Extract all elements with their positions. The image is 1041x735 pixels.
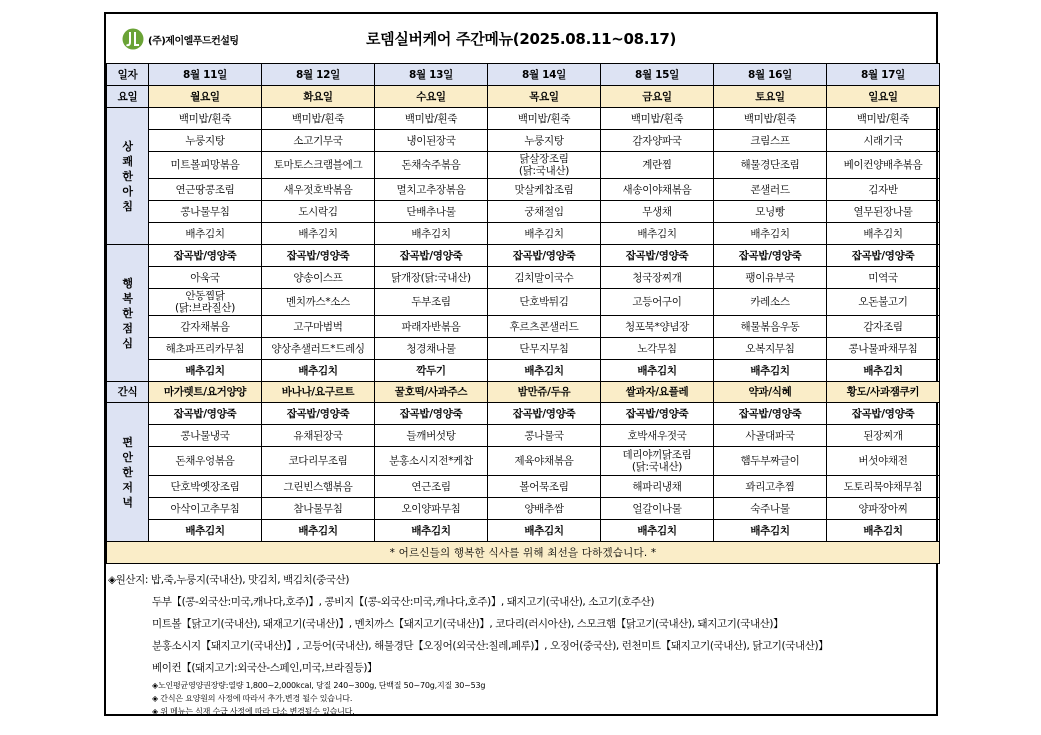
lunch-dish: 오돈불고기 [827,289,940,316]
dinner-dish: 잡곡밥/영양죽 [601,403,714,425]
dinner-dish: 얼갈이나물 [601,498,714,520]
lunch-dish: 고구마범벅 [262,316,375,338]
breakfast-dish: 백미밥/흰죽 [149,108,262,130]
lunch-dish: 해물볶음우동 [714,316,827,338]
dinner-dish: 해파리냉채 [601,476,714,498]
breakfast-dish: 냉이된장국 [375,130,488,152]
breakfast-dish: 배추김치 [714,223,827,245]
lunch-dish: 아욱국 [149,267,262,289]
dinner-dish: 잡곡밥/영양죽 [375,403,488,425]
snack-cell: 마가렛트/요거양양 [149,382,262,403]
breakfast-dish: 해물경단조림 [714,152,827,179]
breakfast-dish: 돈채숙주볶음 [375,152,488,179]
origin-line: ◈원산지: 밥,죽,누룽지(국내산), 맛김치, 백김치(중국산) [108,574,350,586]
weekly-menu-table [106,63,940,564]
lunch-dish: 배추김치 [488,360,601,382]
lunch-dish: 안동찜닭 (닭:브라질산) [149,289,262,316]
lunch-dish: 배추김치 [714,360,827,382]
breakfast-dish: 소고기무국 [262,130,375,152]
menu-sheet [104,12,938,716]
dinner-dish: 들깨버섯탕 [375,425,488,447]
lunch-dish: 감자채볶음 [149,316,262,338]
dinner-dish: 배추김치 [262,520,375,542]
breakfast-dish: 궁채절임 [488,201,601,223]
date-cell: 8월 15일 [601,64,714,86]
breakfast-dish: 베이컨양배추볶음 [827,152,940,179]
dinner-dish: 도토리묵야채무침 [827,476,940,498]
breakfast-dish: 백미밥/흰죽 [488,108,601,130]
lunch-dish: 김치말이국수 [488,267,601,289]
lunch-dish: 양송이스프 [262,267,375,289]
dinner-dish: 유채된장국 [262,425,375,447]
lunch-dish: 고등어구이 [601,289,714,316]
breakfast-dish: 백미밥/흰죽 [714,108,827,130]
lunch-dish: 오복지무침 [714,338,827,360]
dinner-dish: 배추김치 [488,520,601,542]
dinner-dish: 그린빈스햄볶음 [262,476,375,498]
dinner-dish: 버섯야채전 [827,447,940,476]
date-cell: 8월 17일 [827,64,940,86]
breakfast-dish: 콘샐러드 [714,179,827,201]
lunch-dish: 단호박튀김 [488,289,601,316]
breakfast-dish: 백미밥/흰죽 [375,108,488,130]
origin-line: 분홍소시지【돼지고기(국내산)】, 고등어(국내산), 해물경단【오징어(외국산:칠레,페루)】, 오징어(중국산), 런천미트【돼지고기(국내산), 닭고기(국내산)】 [152,640,829,652]
breakfast-dish: 열무된장나물 [827,201,940,223]
dinner-dish: 아삭이고추무침 [149,498,262,520]
lunch-dish: 잡곡밥/영양죽 [375,245,488,267]
note-line: ◈ 간식은 요양원의 사정에 따라서 추가,변경 될수 있습니다. [152,694,353,703]
breakfast-dish: 콩나물무침 [149,201,262,223]
dinner-dish: 양파장아찌 [827,498,940,520]
breakfast-dish: 멸치고추장볶음 [375,179,488,201]
weekday-cell: 토요일 [714,86,827,108]
date-cell: 8월 13일 [375,64,488,86]
dinner-dish: 단호박옛장조림 [149,476,262,498]
breakfast-dish: 누룽지탕 [149,130,262,152]
logo-text: (주)제이엘푸드컨설팅 [148,35,239,47]
snack-cell: 밤만쥬/두유 [488,382,601,403]
breakfast-label: 상 쾌 한 아 침 [107,108,149,245]
snack-cell: 바나나/요구르트 [262,382,375,403]
dinner-dish: 숙주나물 [714,498,827,520]
lunch-dish: 잡곡밥/영양죽 [827,245,940,267]
lunch-dish: 노각무침 [601,338,714,360]
lunch-dish: 배추김치 [149,360,262,382]
breakfast-dish: 백미밥/흰죽 [262,108,375,130]
dinner-dish: 돈채우엉볶음 [149,447,262,476]
breakfast-dish: 배추김치 [827,223,940,245]
breakfast-dish: 감자양파국 [601,130,714,152]
breakfast-dish: 백미밥/흰죽 [827,108,940,130]
snack-label: 간식 [107,382,149,403]
dinner-dish: 배추김치 [601,520,714,542]
page-title: 로뎀실버케어 주간메뉴(2025.08.11~08.17) [365,30,677,48]
lunch-dish: 잡곡밥/영양죽 [601,245,714,267]
dinner-dish: 잡곡밥/영양죽 [827,403,940,425]
lunch-dish: 배추김치 [827,360,940,382]
breakfast-dish: 맛살케찹조림 [488,179,601,201]
dinner-dish: 코다리무조림 [262,447,375,476]
dinner-dish: 잡곡밥/영양죽 [714,403,827,425]
dinner-dish: 잡곡밥/영양죽 [262,403,375,425]
date-cell: 8월 12일 [262,64,375,86]
lunch-dish: 양상추샐러드*드레싱 [262,338,375,360]
snack-cell: 황도/사과잼쿠키 [827,382,940,403]
origin-line: 베이컨【(돼지고기:외국산-스페인,미국,브라질등)】 [152,662,378,674]
weekday-cell: 목요일 [488,86,601,108]
date-cell: 8월 14일 [488,64,601,86]
lunch-dish: 해초파프리카무침 [149,338,262,360]
lunch-dish: 파래자반볶음 [375,316,488,338]
dinner-label: 편 안 한 저 녁 [107,403,149,542]
breakfast-dish: 새송이야채볶음 [601,179,714,201]
breakfast-dish: 배추김치 [488,223,601,245]
lunch-dish: 멘치까스*소스 [262,289,375,316]
weekday-cell: 금요일 [601,86,714,108]
breakfast-dish: 김자반 [827,179,940,201]
dinner-dish: 꽈리고추찜 [714,476,827,498]
lunch-dish: 닭개장(닭:국내산) [375,267,488,289]
dinner-dish: 데리야끼닭조림 (닭:국내산) [601,447,714,476]
snack-cell: 꿀호떡/사과주스 [375,382,488,403]
weekday-cell: 수요일 [375,86,488,108]
dinner-dish: 오이양파무침 [375,498,488,520]
breakfast-dish: 배추김치 [375,223,488,245]
snack-cell: 쌀과자/요플레 [601,382,714,403]
dinner-dish: 배추김치 [375,520,488,542]
lunch-dish: 잡곡밥/영양죽 [262,245,375,267]
breakfast-dish: 단배추나물 [375,201,488,223]
breakfast-dish: 크림스프 [714,130,827,152]
weekday-label: 요일 [107,86,149,108]
lunch-dish: 청국장찌개 [601,267,714,289]
breakfast-dish: 닭살장조림 (닭:국내산) [488,152,601,179]
dinner-dish: 콩나물국 [488,425,601,447]
header [106,14,936,64]
lunch-dish: 깍두기 [375,360,488,382]
lunch-dish: 후르츠콘샐러드 [488,316,601,338]
breakfast-dish: 모닝빵 [714,201,827,223]
breakfast-dish: 토마토스크램블에그 [262,152,375,179]
breakfast-dish: 누룽지탕 [488,130,601,152]
dinner-dish: 된장찌개 [827,425,940,447]
breakfast-dish: 계란찜 [601,152,714,179]
dinner-dish: 잡곡밥/영양죽 [149,403,262,425]
lunch-dish: 두부조림 [375,289,488,316]
lunch-dish: 배추김치 [262,360,375,382]
origin-line: 두부【(콩-외국산:미국,캐나다,호주)】, 콩비지【(콩-외국산:미국,캐나다,호주)】, 돼지고기(국내산), 소고기(호주산) [152,596,655,608]
breakfast-dish: 배추김치 [601,223,714,245]
dinner-dish: 호박새우젓국 [601,425,714,447]
dinner-dish: 참나물무침 [262,498,375,520]
breakfast-dish: 연근땅콩조림 [149,179,262,201]
lunch-dish: 청경채나물 [375,338,488,360]
dinner-dish: 배추김치 [714,520,827,542]
breakfast-dish: 미트볼피망볶음 [149,152,262,179]
lunch-dish: 청포묵*양념장 [601,316,714,338]
lunch-label: 행 복 한 점 심 [107,245,149,382]
dinner-dish: 연근조림 [375,476,488,498]
note-line: ◈노인평균영양권장량:열량 1,800~2,000kcal, 당질 240~300g, 단백질 50~70g,지질 30~53g [152,681,486,690]
breakfast-dish: 배추김치 [262,223,375,245]
dinner-dish: 배추김치 [827,520,940,542]
dinner-dish: 햄두부짜글이 [714,447,827,476]
note-line: ◈ 위 메뉴는 식재 수급 사정에 따라 다소 변경될수 있습니다. [152,707,355,716]
dinner-dish: 콩나물냉국 [149,425,262,447]
lunch-dish: 단무지무침 [488,338,601,360]
lunch-dish: 잡곡밥/영양죽 [714,245,827,267]
dinner-dish: 볼어묵조림 [488,476,601,498]
date-label: 일자 [107,64,149,86]
weekday-cell: 일요일 [827,86,940,108]
lunch-dish: 배추김치 [601,360,714,382]
lunch-dish: 감자조림 [827,316,940,338]
lunch-dish: 미역국 [827,267,940,289]
date-cell: 8월 11일 [149,64,262,86]
lunch-dish: 잡곡밥/영양죽 [488,245,601,267]
lunch-dish: 팽이유부국 [714,267,827,289]
breakfast-dish: 배추김치 [149,223,262,245]
weekday-cell: 월요일 [149,86,262,108]
lunch-dish: 콩나물파채무침 [827,338,940,360]
notice-text: * 어르신들의 행복한 식사를 위해 최선을 다하겠습니다. * [107,542,940,564]
dinner-dish: 분홍소시지전*케찹 [375,447,488,476]
dinner-dish: 사골대파국 [714,425,827,447]
dinner-dish: 제육야채볶음 [488,447,601,476]
snack-cell: 약과/식혜 [714,382,827,403]
lunch-dish: 잡곡밥/영양죽 [149,245,262,267]
breakfast-dish: 새우젓호박볶음 [262,179,375,201]
breakfast-dish: 도시락김 [262,201,375,223]
breakfast-dish: 무생채 [601,201,714,223]
origin-line: 미트볼【닭고기(국내산), 돼재고기(국내산)】, 멘치까스【돼지고기(국내산)】, 코다리(러시아산), 스모크햄【닭고기(국내산), 돼지고기(국내산)】 [152,618,784,630]
lunch-dish: 카레소스 [714,289,827,316]
dinner-dish: 배추김치 [149,520,262,542]
weekday-cell: 화요일 [262,86,375,108]
dinner-dish: 잡곡밥/영양죽 [488,403,601,425]
breakfast-dish: 백미밥/흰죽 [601,108,714,130]
breakfast-dish: 시래기국 [827,130,940,152]
dinner-dish: 양배추쌈 [488,498,601,520]
date-cell: 8월 16일 [714,64,827,86]
